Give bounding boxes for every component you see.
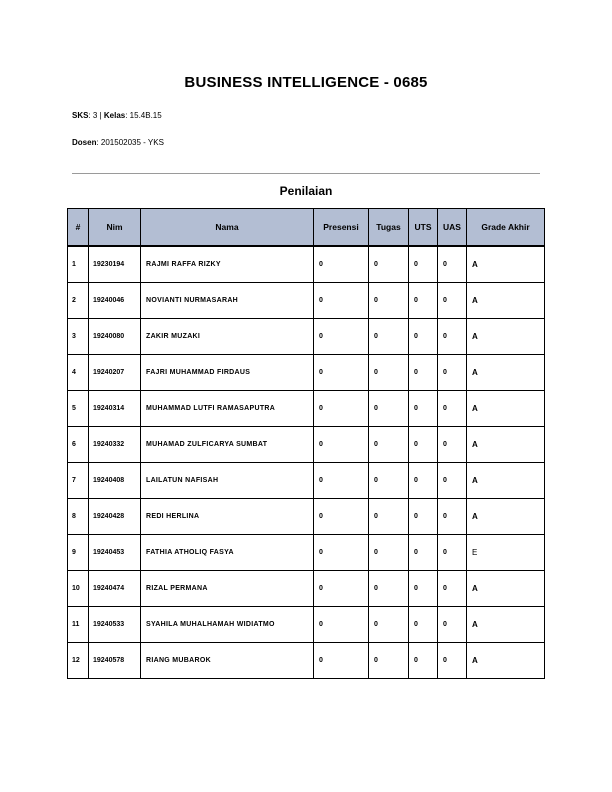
cell-uts: 0 [409, 355, 438, 391]
cell-uas: 0 [438, 283, 467, 319]
cell-grade-akhir: A [467, 643, 545, 679]
cell-nim: 19240207 [89, 355, 141, 391]
cell-grade-akhir: E [467, 535, 545, 571]
cell-tugas: 0 [369, 571, 409, 607]
cell-nim: 19240578 [89, 643, 141, 679]
sks-label: SKS [72, 111, 89, 120]
cell-uas: 0 [438, 607, 467, 643]
page-title: BUSINESS INTELLIGENCE - 0685 [184, 74, 428, 91]
table-row [68, 391, 545, 427]
cell-presensi: 0 [314, 355, 369, 391]
table-row [68, 463, 545, 499]
table-row [68, 246, 545, 283]
sks-value: : 3 | [88, 111, 104, 120]
cell-nama: NOVIANTI NURMASARAH [141, 283, 314, 319]
cell-tugas: 0 [369, 463, 409, 499]
table-row [68, 535, 545, 571]
column-header-grade-akhir: Grade Akhir [467, 209, 545, 247]
cell-nama: FAJRI MUHAMMAD FIRDAUS [141, 355, 314, 391]
cell-presensi: 0 [314, 427, 369, 463]
table-row [68, 643, 545, 679]
cell-uts: 0 [409, 499, 438, 535]
cell-presensi: 0 [314, 607, 369, 643]
cell-presensi: 0 [314, 319, 369, 355]
table-header-row [68, 209, 545, 247]
cell-presensi: 0 [314, 391, 369, 427]
dosen-label: Dosen [72, 138, 97, 147]
cell-uas: 0 [438, 571, 467, 607]
cell-nama: MUHAMMAD LUTFI RAMASAPUTRA [141, 391, 314, 427]
cell-nama: ZAKIR MUZAKI [141, 319, 314, 355]
cell-nim: 19240453 [89, 535, 141, 571]
cell-tugas: 0 [369, 607, 409, 643]
cell-uts: 0 [409, 535, 438, 571]
cell-nama: REDI HERLINA [141, 499, 314, 535]
table-row [68, 319, 545, 355]
column-header-tugas: Tugas [369, 209, 409, 247]
cell-uts: 0 [409, 643, 438, 679]
cell-tugas: 0 [369, 319, 409, 355]
cell-grade-akhir: A [467, 571, 545, 607]
cell-nim: 19240474 [89, 571, 141, 607]
cell-nim: 19240533 [89, 607, 141, 643]
cell-tugas: 0 [369, 355, 409, 391]
cell-uas: 0 [438, 463, 467, 499]
cell-nama: SYAHILA MUHALHAMAH WIDIATMO [141, 607, 314, 643]
column-header-uts: UTS [409, 209, 438, 247]
column-header-nim: Nim [89, 209, 141, 247]
cell-nim: 19240408 [89, 463, 141, 499]
column-header-nama: Nama [141, 209, 314, 247]
cell-uas: 0 [438, 427, 467, 463]
cell-uas: 0 [438, 355, 467, 391]
grades-table [67, 208, 545, 679]
course-meta-sks-kelas [72, 111, 162, 120]
cell-nama: FATHIA ATHOLIQ FASYA [141, 535, 314, 571]
cell-no: 7 [68, 463, 89, 499]
cell-tugas: 0 [369, 283, 409, 319]
cell-presensi: 0 [314, 535, 369, 571]
cell-uas: 0 [438, 499, 467, 535]
cell-no: 6 [68, 427, 89, 463]
column-header-presensi: Presensi [314, 209, 369, 247]
cell-no: 4 [68, 355, 89, 391]
cell-grade-akhir: A [467, 355, 545, 391]
cell-nim: 19240046 [89, 283, 141, 319]
cell-uts: 0 [409, 391, 438, 427]
cell-no: 1 [68, 246, 89, 283]
table-row [68, 283, 545, 319]
cell-nama: LAILATUN NAFISAH [141, 463, 314, 499]
cell-uts: 0 [409, 427, 438, 463]
cell-no: 9 [68, 535, 89, 571]
section-title: Penilaian [279, 184, 333, 198]
cell-tugas: 0 [369, 246, 409, 283]
cell-no: 11 [68, 607, 89, 643]
cell-nim: 19240332 [89, 427, 141, 463]
cell-no: 2 [68, 283, 89, 319]
dosen-value: : 201502035 - YKS [96, 138, 164, 147]
cell-uts: 0 [409, 283, 438, 319]
cell-nim: 19240080 [89, 319, 141, 355]
table-row [68, 499, 545, 535]
table-row [68, 355, 545, 391]
cell-no: 3 [68, 319, 89, 355]
cell-uas: 0 [438, 643, 467, 679]
column-header-uas: UAS [438, 209, 467, 247]
kelas-value: : 15.4B.15 [125, 111, 162, 120]
cell-tugas: 0 [369, 427, 409, 463]
cell-grade-akhir: A [467, 246, 545, 283]
cell-presensi: 0 [314, 283, 369, 319]
cell-presensi: 0 [314, 463, 369, 499]
cell-uts: 0 [409, 319, 438, 355]
table-row [68, 427, 545, 463]
cell-grade-akhir: A [467, 319, 545, 355]
cell-grade-akhir: A [467, 607, 545, 643]
cell-nama: RAJMI RAFFA RIZKY [141, 246, 314, 283]
cell-nim: 19240314 [89, 391, 141, 427]
cell-nama: RIZAL PERMANA [141, 571, 314, 607]
cell-grade-akhir: A [467, 283, 545, 319]
cell-nama: RIANG MUBAROK [141, 643, 314, 679]
cell-presensi: 0 [314, 643, 369, 679]
cell-presensi: 0 [314, 246, 369, 283]
kelas-label: Kelas [103, 111, 126, 120]
cell-grade-akhir: A [467, 463, 545, 499]
table-row [68, 571, 545, 607]
cell-tugas: 0 [369, 391, 409, 427]
cell-uas: 0 [438, 535, 467, 571]
cell-no: 8 [68, 499, 89, 535]
table-row [68, 607, 545, 643]
cell-nim: 19230194 [89, 246, 141, 283]
cell-no: 5 [68, 391, 89, 427]
cell-presensi: 0 [314, 571, 369, 607]
cell-grade-akhir: A [467, 427, 545, 463]
cell-grade-akhir: A [467, 499, 545, 535]
cell-uas: 0 [438, 319, 467, 355]
cell-grade-akhir: A [467, 391, 545, 427]
course-meta-dosen [72, 138, 164, 147]
cell-uts: 0 [409, 246, 438, 283]
cell-presensi: 0 [314, 499, 369, 535]
cell-nama: MUHAMAD ZULFICARYA SUMBAT [141, 427, 314, 463]
cell-uts: 0 [409, 607, 438, 643]
cell-no: 12 [68, 643, 89, 679]
cell-tugas: 0 [369, 535, 409, 571]
cell-uas: 0 [438, 246, 467, 283]
cell-no: 10 [68, 571, 89, 607]
section-divider [72, 173, 540, 174]
column-header-no: # [68, 209, 89, 247]
cell-uas: 0 [438, 391, 467, 427]
cell-tugas: 0 [369, 643, 409, 679]
cell-uts: 0 [409, 571, 438, 607]
cell-uts: 0 [409, 463, 438, 499]
cell-nim: 19240428 [89, 499, 141, 535]
cell-tugas: 0 [369, 499, 409, 535]
